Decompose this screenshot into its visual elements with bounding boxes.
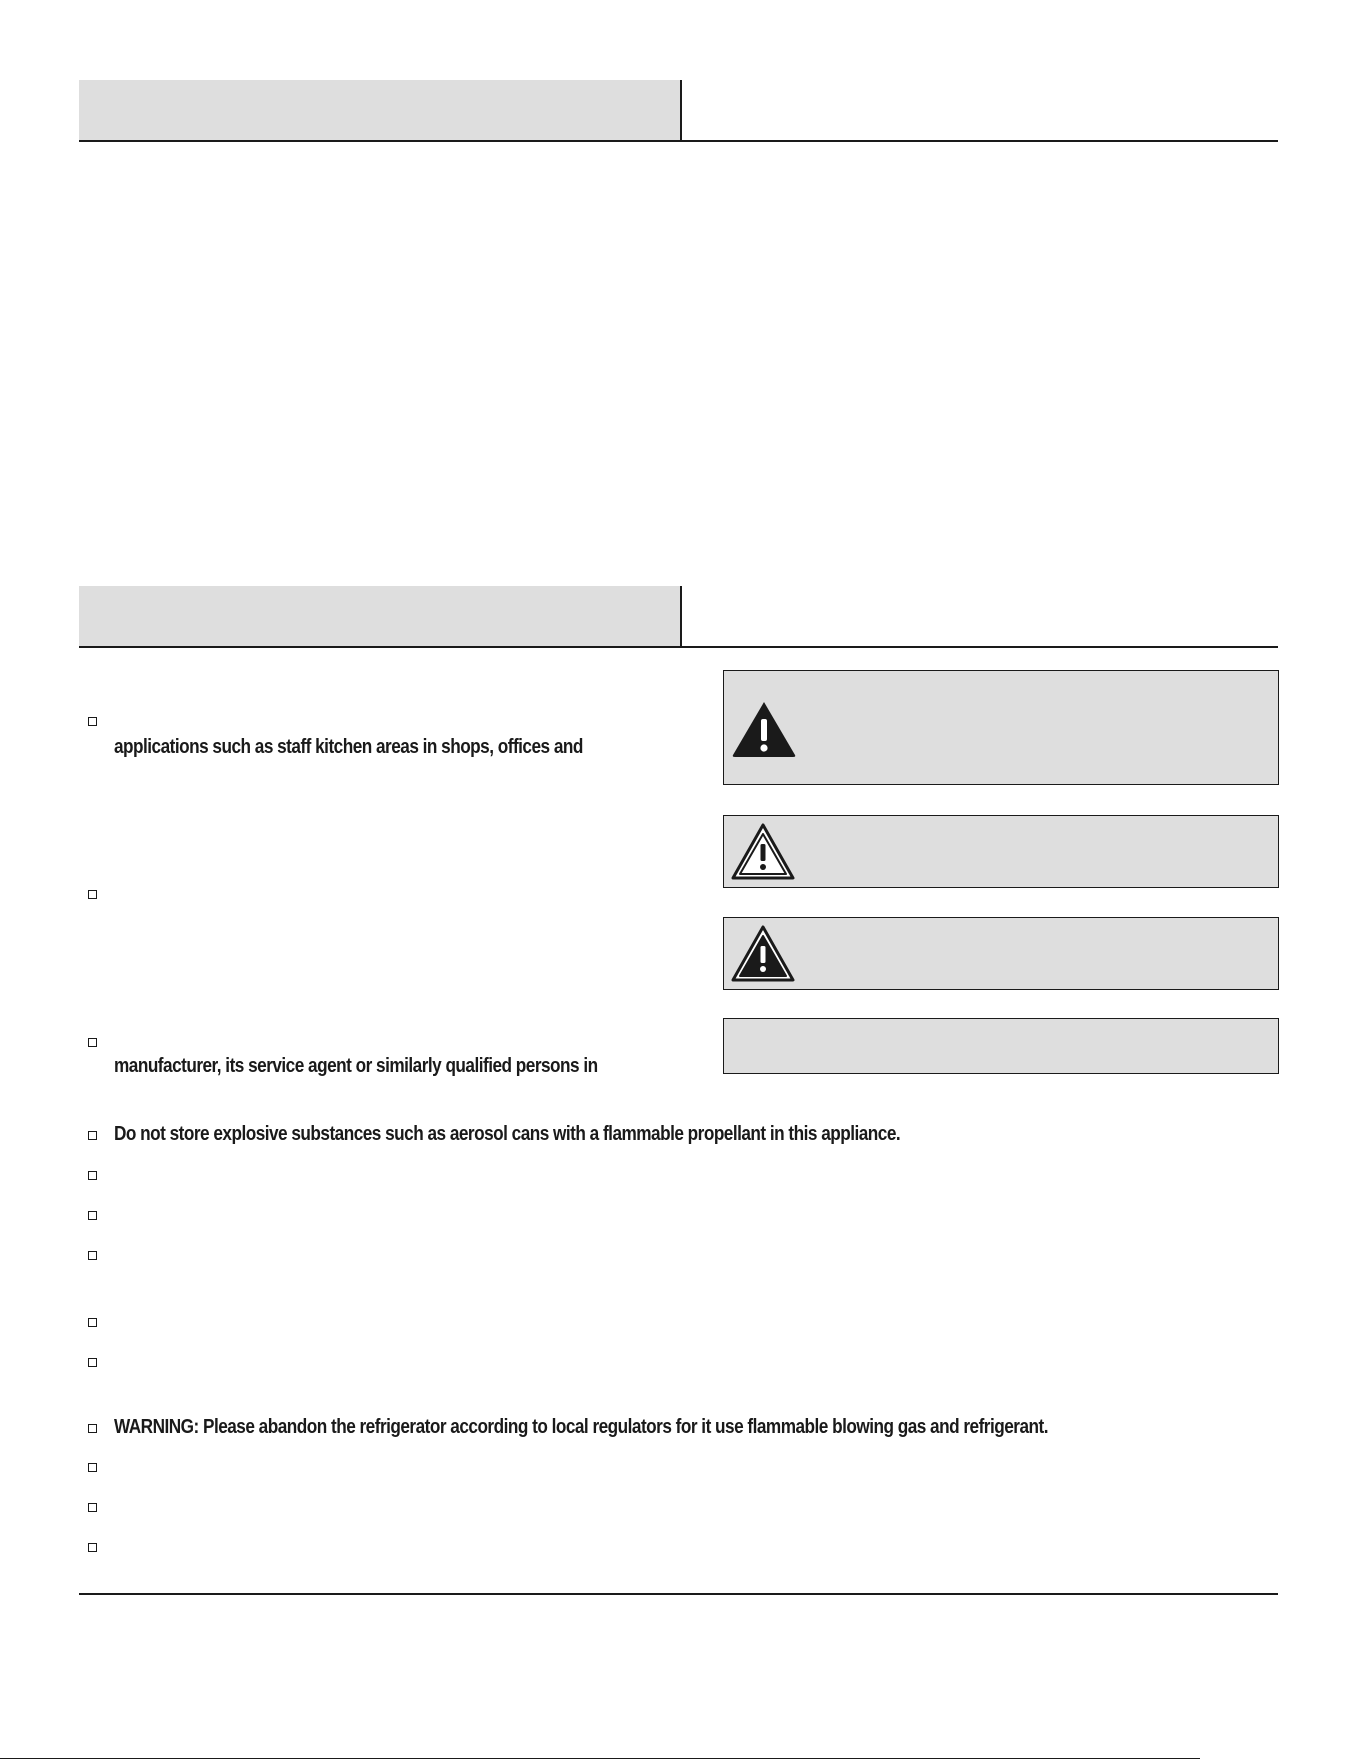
bullet [88, 1503, 97, 1512]
bullet [88, 890, 97, 899]
notice-box [723, 1018, 1279, 1074]
safety-line-repair: manufacturer, its service agent or similarly qualified persons in [114, 1055, 598, 1077]
warning-triangle-outline-icon [730, 822, 796, 882]
bullet [88, 1251, 97, 1260]
section-rule [79, 646, 1278, 648]
section-title-box [79, 586, 682, 648]
safety-line-commercial-use: applications such as staff kitchen areas in shops, offices and [114, 736, 583, 758]
bullet [88, 1131, 97, 1140]
warning-triangle-outline-icon [730, 924, 796, 984]
bullet [88, 1318, 97, 1327]
caution-box [723, 917, 1279, 990]
bullet [88, 1171, 97, 1180]
bullet [88, 1424, 97, 1433]
warning-triangle-solid-icon [730, 699, 798, 759]
bullet [88, 1463, 97, 1472]
bullet [88, 1358, 97, 1367]
danger-box [723, 670, 1279, 785]
section-header-1 [79, 80, 1278, 142]
page-edge-rule [0, 1758, 1200, 1759]
safety-line-disposal-warning: WARNING: Please abandon the refrigerator according to local regulators for it use flammable blowing gas and refrigerant. [114, 1416, 1048, 1438]
section-header-2 [79, 586, 1278, 648]
bullet [88, 1211, 97, 1220]
section-rule [79, 140, 1278, 142]
warning-box [723, 815, 1279, 888]
bullet [88, 717, 97, 726]
bullet [88, 1038, 97, 1047]
section-title-box [79, 80, 682, 142]
footer-rule [79, 1593, 1278, 1595]
safety-line-explosives: Do not store explosive substances such as aerosol cans with a flammable propellant in this appliance. [114, 1123, 901, 1145]
bullet [88, 1543, 97, 1552]
